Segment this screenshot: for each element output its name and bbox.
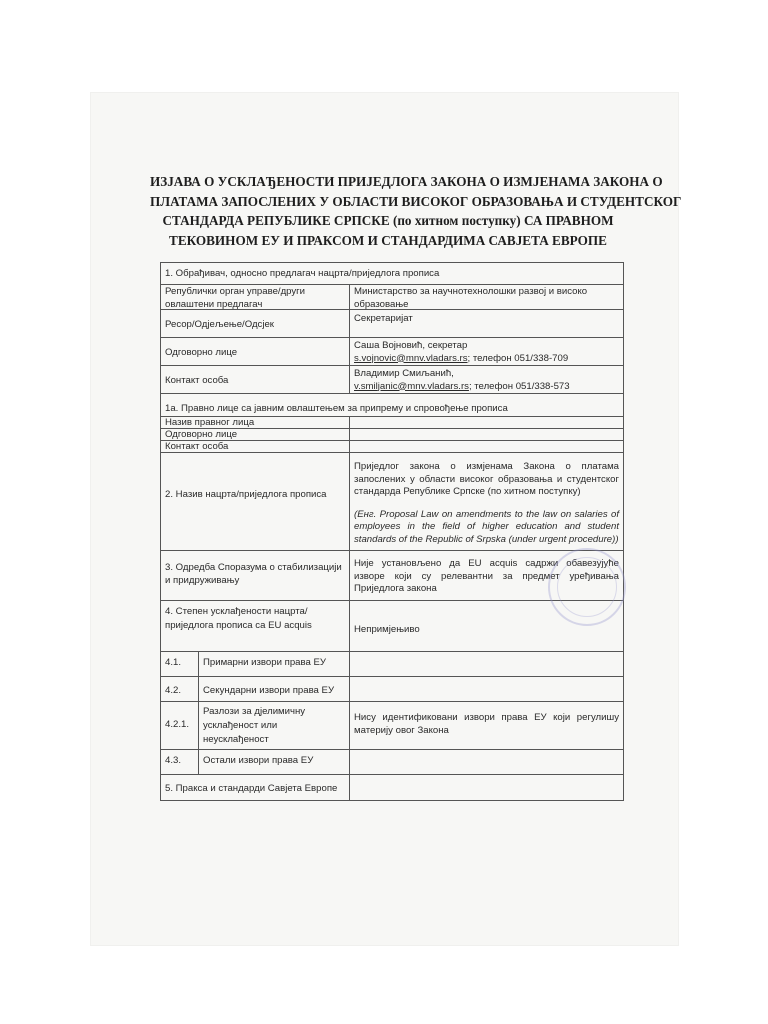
primary-sources-number: 4.1.	[160, 651, 199, 677]
ssa-provision-value: Није установљено да EU acquis садржи обавезујуће изворе који су релевантни за предмет уређивања Приједлога закона	[349, 550, 624, 601]
secondary-sources-value	[349, 676, 624, 702]
legal-entity-responsible-label: Одговорно лице	[160, 428, 350, 441]
responsible-person-value	[349, 337, 624, 366]
department-label: Ресор/Одјељење/Одсјек	[160, 309, 350, 338]
title-line: СТАНДАРДА РЕПУБЛИКЕ СРПСКЕ (по хитном поступку) СА ПРАВНОМ	[162, 213, 614, 228]
draft-name-english: (Енг. Proposal Law on amendments to the law on salaries of employees in the field of higher education and student standards of the Republic of Srpska (under urgent procedure))	[354, 508, 619, 545]
contact-person-email[interactable]: v.smiljanic@mnv.vladars.rs	[354, 380, 469, 392]
other-sources-value	[349, 749, 624, 775]
responsible-person-label: Одговорно лице	[160, 337, 350, 366]
contact-person-phone: ; телефон 051/338-573	[468, 380, 570, 392]
partial-compliance-label: Разлози за дјелимичну усклађеност или неусклађеност	[198, 701, 350, 750]
contact-person-label: Контакт особа	[160, 365, 350, 394]
responsible-person-phone: ; телефон 051/338-709	[467, 352, 569, 364]
legal-entity-contact-label: Контакт особа	[160, 440, 350, 453]
draft-name-serbian: Приједлог закона о измјенама Закона о платама запослених у области високог образовања и студентског стандарда Републике Српске (по хитном поступку)	[354, 461, 619, 497]
responsible-person-name: Саша Војновић, секретар	[354, 340, 468, 351]
proposer-label: Републички орган управе/други овлаштени предлагач	[160, 284, 350, 310]
secondary-sources-label: Секундарни извори права ЕУ	[198, 676, 350, 702]
compliance-degree-label: 4. Степен усклађености нацрта/приједлога прописа са EU acquis	[160, 600, 350, 652]
title-line: ТЕКОВИНОМ ЕУ И ПРАКСОМ И СТАНДАРДИМА САВЈЕТА ЕВРОПЕ	[169, 232, 607, 248]
document-title	[150, 172, 682, 250]
title-line: ПЛАТАМА ЗАПОСЛЕНИХ У ОБЛАСТИ ВИСОКОГ ОБРАЗОВАЊА И СТУДЕНТСКОГ	[150, 193, 682, 209]
department-value: Секретаријат	[349, 309, 624, 338]
proposer-value: Министарство за научнотехнолошки развој и високо образовање	[349, 284, 624, 310]
draft-name-value	[349, 452, 624, 551]
primary-sources-label: Примарни извори права ЕУ	[198, 651, 350, 677]
draft-name-label: 2. Назив нацрта/приједлога прописа	[160, 452, 350, 551]
coe-practice-value	[349, 774, 624, 801]
other-sources-number: 4.3.	[160, 749, 199, 775]
legal-entity-name-label: Назив правног лица	[160, 416, 350, 429]
responsible-person-email[interactable]: s.vojnovic@mnv.vladars.rs	[354, 352, 468, 364]
other-sources-label: Остали извори права ЕУ	[198, 749, 350, 775]
ssa-provision-label: 3. Одредба Споразума о стабилизацији и придруживању	[160, 550, 350, 601]
primary-sources-value	[349, 651, 624, 677]
partial-compliance-number: 4.2.1.	[160, 701, 199, 750]
secondary-sources-number: 4.2.	[160, 676, 199, 702]
responsible-person-contact	[354, 353, 619, 366]
section1-header: 1. Обрађивач, односно предлагач нацрта/приједлога прописа	[160, 262, 624, 285]
section1a-header: 1а. Правно лице са јавним овлаштењем за припрему и спровођење прописа	[160, 393, 624, 417]
contact-person-value	[349, 365, 624, 394]
contact-person-contact	[354, 381, 619, 394]
contact-person-name: Владимир Смиљанић,	[354, 368, 454, 379]
title-line: ИЗЈАВА О УСКЛАЂЕНОСТИ ПРИЈЕДЛОГА ЗАКОНА О ИЗМЈЕНАМА ЗАКОНА О	[150, 174, 663, 189]
partial-compliance-value: Нису идентификовани извори права ЕУ који регулишу материју овог Закона	[349, 701, 624, 750]
declaration-form	[160, 262, 624, 801]
compliance-degree-value: Непримјењиво	[349, 600, 624, 652]
coe-practice-label: 5. Пракса и стандарди Савјета Европе	[160, 774, 350, 801]
